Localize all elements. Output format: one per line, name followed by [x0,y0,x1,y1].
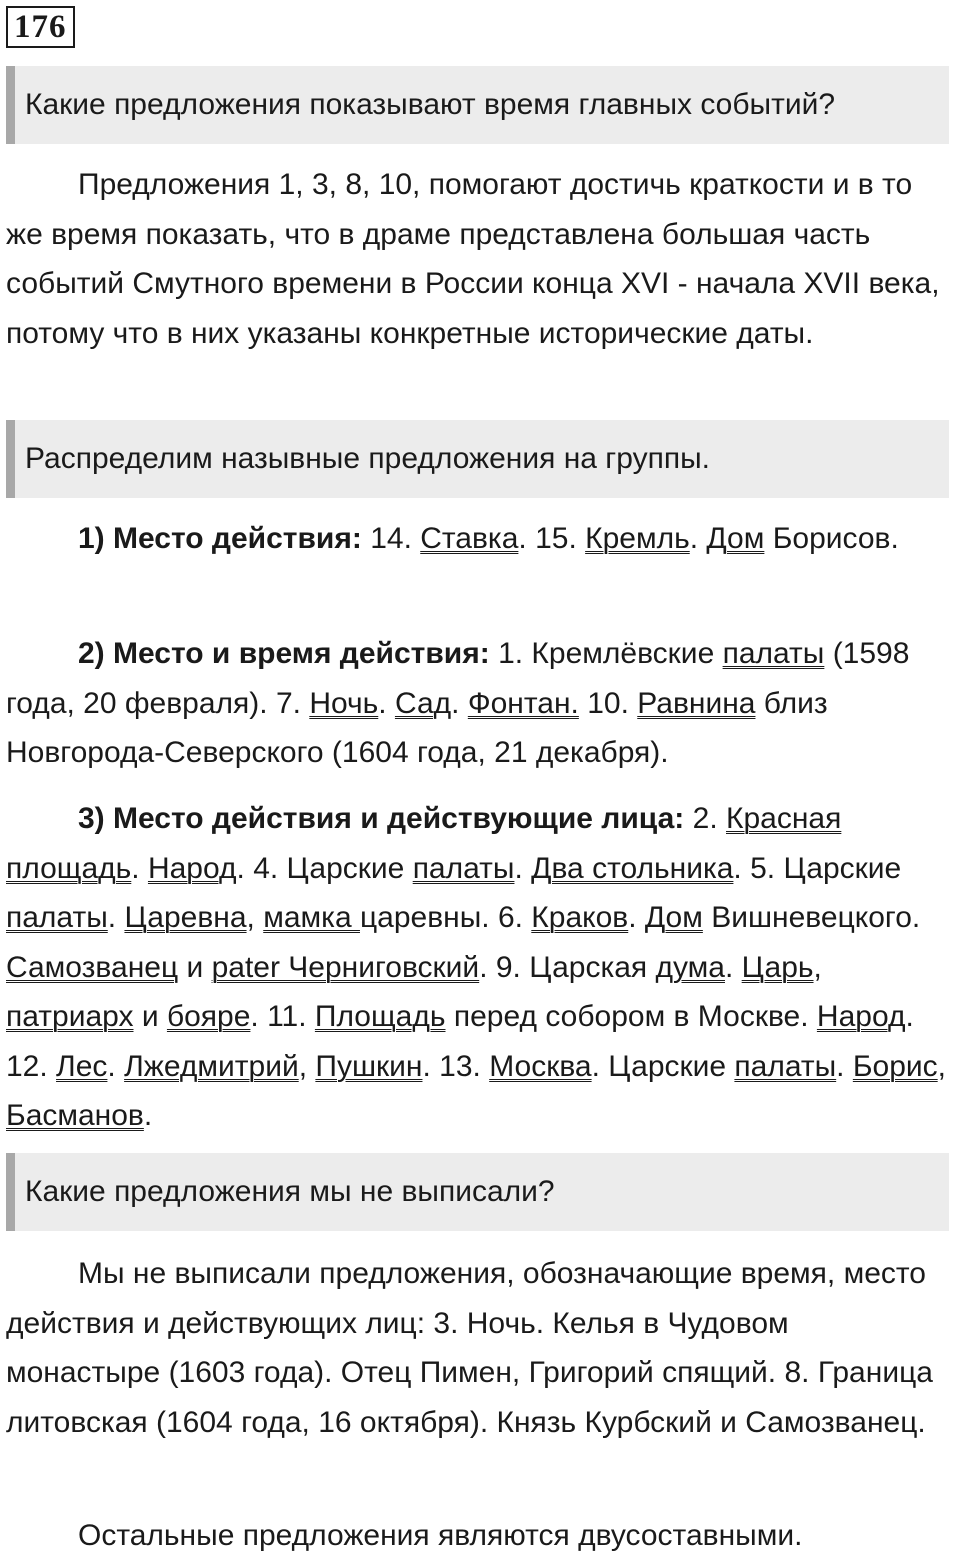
subject-word: Дом [706,522,765,555]
subject-word: Москва [489,1049,592,1083]
subject-word: Кремль [585,522,690,555]
subject-word: Пушкин [315,1049,423,1083]
group-1-paragraph [6,514,951,564]
subject-word: Фонтан. [467,686,579,720]
text: . 5. Царские [733,851,902,885]
question-1: Какие предложения показывают время главных событий? [6,66,949,144]
subject-word: бояре [166,1000,251,1033]
text: царевны. 6. [359,901,532,934]
answer-paragraph-1 [6,160,951,358]
text: . 13. [422,1049,490,1083]
text: и [133,1000,167,1033]
subject-word: Басманов [6,1099,144,1132]
subject-word: дума [655,950,725,984]
subject-word: Краков [531,901,629,934]
answer-text-2: Мы не выписали предложения, обозначающие время, место действия и действующих лиц: 3. Ночь. Келья в Чудовом монастыре (1603 года). Отец Пимен, Григорий спящий. 8. Граница литовская (1604 года, 16 октября). Князь Курбский и Самозванец. [6,1257,933,1439]
text: . [143,1099,153,1132]
text: 14. [361,522,421,555]
subject-word: Лес [56,1049,108,1083]
text: , [246,901,264,934]
text: , [937,1049,947,1083]
text: . 12. [6,1000,914,1083]
subject-word: pater Черниговский [211,950,480,984]
group-3-paragraph [6,794,951,1141]
group-1-label: 1) Место действия: [78,522,362,555]
subject-word: Ставка [420,522,519,555]
subject-word: мамка [263,901,360,934]
question-3: Какие предложения мы не выписали? [6,1153,949,1231]
text: . [131,851,148,885]
text: . [724,950,742,984]
group-2-paragraph [6,629,951,778]
text: (1598 года, 20 февраля). 7. [6,637,910,720]
text: , [813,950,822,984]
subject-word: Царь [741,950,814,984]
text: . 15. [518,522,586,555]
subject-word: Самозванец [6,950,179,984]
text: . 9. Царская [479,950,656,984]
subject-word: Ночь [309,686,379,720]
text: Борисов. [764,522,899,555]
answer-text-1: Предложения 1, 3, 8, 10, помогают достичь краткости и в то же время показать, что в драме представлена большая часть событий Смутного времени в России конца XVI - начала XVII века, потому что в них указаны конкретные исторические даты. [6,168,940,350]
subject-word: Народ [147,851,237,885]
text: . [836,1049,853,1083]
group-2-label: 2) Место и время действия: [78,637,490,670]
text: . [628,901,645,934]
subject-word: палаты [6,901,108,934]
answer-paragraph-3 [6,1511,951,1561]
subject-word: палаты [734,1049,837,1083]
group-3-label: 3) Место действия и действующие лица: [78,802,685,835]
question-2: Распределим назывные предложения на группы. [6,420,949,498]
subject-word: Площадь [314,1000,446,1033]
task-number: 176 [6,6,75,48]
subject-word: патриарх [6,1000,134,1033]
subject-word: Царевна [124,901,247,934]
text: . [451,686,468,720]
text: . 11. [250,1000,315,1033]
text: . [514,851,532,885]
subject-word: Лжедмитрий [124,1049,299,1083]
text: 1. Кремлёвские [489,637,723,670]
text: . Царские [591,1049,735,1083]
answer-paragraph-2 [6,1249,951,1447]
subject-word: Народ [816,1000,906,1033]
subject-word: палаты [412,851,515,885]
text: 10. [578,686,638,720]
subject-word: Два стольника [531,851,734,885]
subject-word: Дом [644,901,703,934]
text: . [689,522,707,555]
subject-word: Борис [852,1049,938,1083]
subject-word: Равнина [637,686,756,720]
text: . [107,1049,125,1083]
text: . 4. Царские [236,851,413,885]
text: и [178,950,212,984]
answer-text-3: Остальные предложения являются двусоставными. [78,1519,803,1552]
text: . [107,901,125,934]
text: , [298,1049,316,1083]
text: перед собором в Москве. [445,1000,817,1033]
text: . [378,686,395,720]
text: близ Новгорода-Северского (1604 года, 21 декабря). [6,686,828,769]
subject-word: Сад [394,686,452,720]
subject-word: палаты [722,637,825,670]
text: 2. [684,802,726,835]
subject-word: Красная площадь [6,802,842,885]
text: Вишневецкого. [702,901,921,934]
